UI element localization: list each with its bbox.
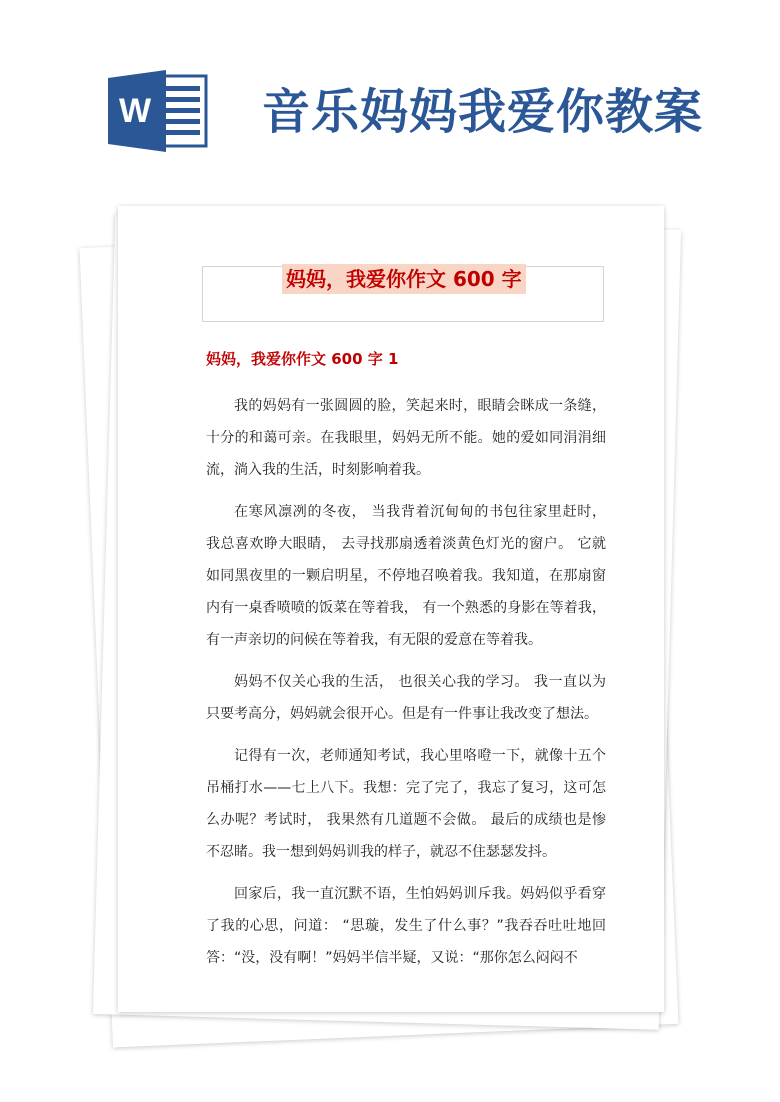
page-title: 音乐妈妈我爱你教案 — [262, 84, 704, 140]
paragraph-5: 回家后，我一直沉默不语，生怕妈妈训斥我。妈妈似乎看穿了我的心思，问道： “思璇，发生了什么事？”我吞吞吐吐地回答：“没，没有啊！”妈妈半信半疑，又说：“那你怎么闷闷不 — [206, 886, 606, 966]
document-title: 妈妈，我爱你作文 600 字 — [282, 264, 526, 294]
paragraph-4: 记得有一次，老师通知考试，我心里咯噔一下，就像十五个吊桶打水——七上八下。我想：完了完了，我忘了复习，这可怎么办呢？考试时， 我果然有几道题不会做。 最后的成绩也是惨不忍睹。我一想到妈妈训我的样子，就忍不住瑟瑟发抖。 — [206, 748, 606, 860]
section-heading: 妈妈，我爱你作文 600 字 1 — [206, 350, 399, 368]
paragraph-1: 我的妈妈有一张圆圆的脸，笑起来时，眼睛会眯成一条缝，十分的和蔼可亲。在我眼里，妈妈无所不能。她的爱如同涓涓细流，淌入我的生活，时刻影响着我。 — [206, 398, 606, 478]
logo-letter: W — [118, 92, 152, 130]
paragraph-3: 妈妈不仅关心我的生活， 也很关心我的学习。 我一直以为只要考高分，妈妈就会很开心。但是有一件事让我改变了想法。 — [206, 674, 606, 722]
paragraph-2: 在寒风凛冽的冬夜， 当我背着沉甸甸的书包往家里赶时， 我总喜欢睁大眼睛， 去寻找那扇透着淡黄色灯光的窗户。 它就如同黑夜里的一颗启明星，不停地召唤着我。我知道，在那扇窗内有一桌香喷喷的饭菜在等着我， 有一个熟悉的身影在等着我， 有一声亲切的问候在等着我，有无限的爱意在等着我。 — [206, 504, 606, 648]
document-page — [118, 206, 664, 1012]
word-logo-icon — [108, 70, 208, 152]
document-body — [206, 390, 606, 984]
